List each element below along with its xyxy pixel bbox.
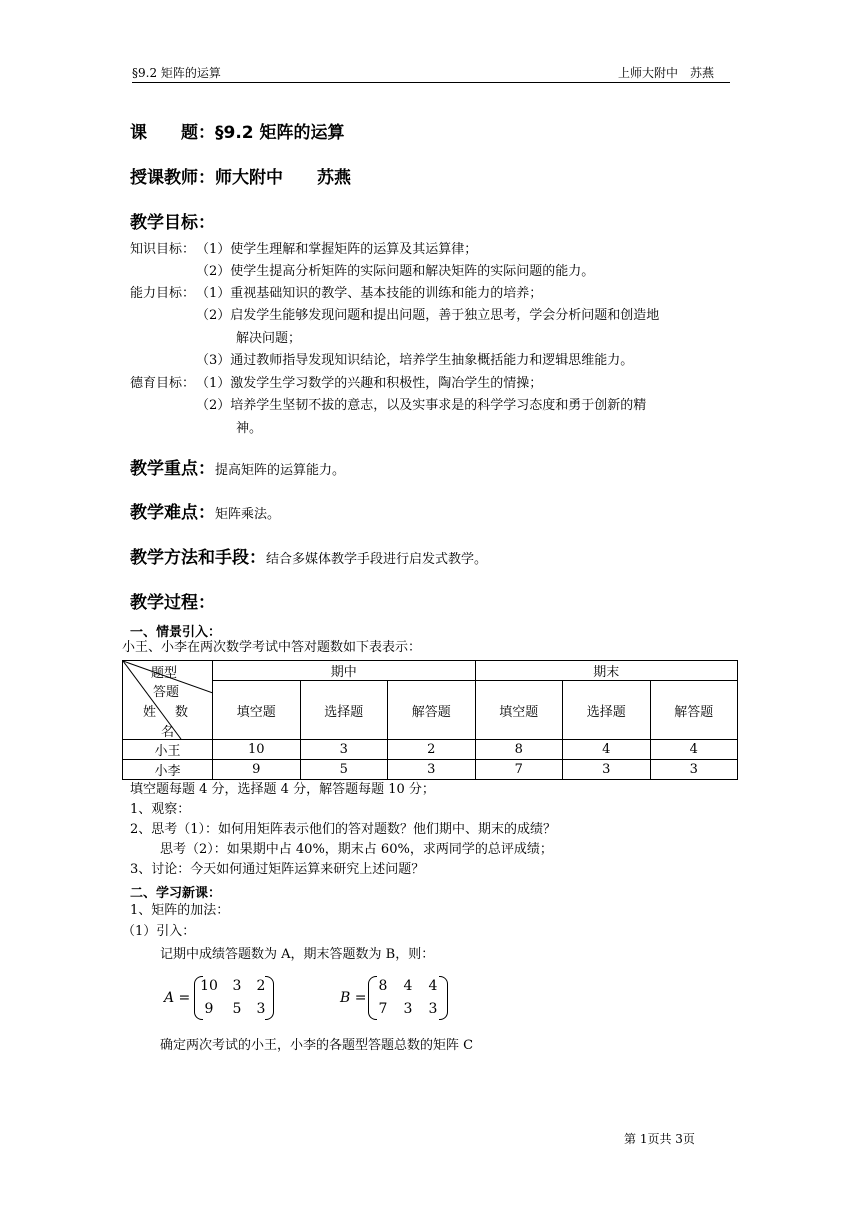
matrix-cell: 5 <box>232 1001 242 1017</box>
moral-label: 德育目标： <box>130 376 196 391</box>
matrix-cell: 8 <box>378 978 388 994</box>
diag-label: 题型 <box>151 666 178 681</box>
column-header: 选择题 <box>563 681 651 740</box>
page-number: 第 1页共 3页 <box>624 1132 695 1146</box>
difficulty-label: 教学难点： <box>130 503 215 523</box>
method <box>130 543 487 568</box>
diag-label: 答题 <box>153 685 180 700</box>
key-point <box>130 454 345 479</box>
difficulty-text: 矩阵乘法。 <box>215 507 281 522</box>
ability-label: 能力目标： <box>130 286 196 301</box>
column-header: 填空题 <box>213 681 301 740</box>
knowledge-item: （1）使学生理解和掌握矩阵的运算及其运算律； <box>196 242 478 257</box>
matrix-cell: 3 <box>403 1001 413 1017</box>
group-header-final: 期末 <box>475 661 738 681</box>
observe-item: 1、观察： <box>130 802 191 817</box>
intro-sub: （1）引入： <box>122 924 196 939</box>
table-cell: 3 <box>388 760 476 780</box>
diag-label: 姓 <box>143 705 157 720</box>
lesson-title: 课 题：§9.2 矩阵的运算 <box>130 123 345 143</box>
scoring-rule: 填空题每题 4 分，选择题 4 分，解答题每题 10 分； <box>130 782 435 797</box>
table-cell: 3 <box>563 760 651 780</box>
ability-item: （3）通过教师指导发现知识结论，培养学生抽象概括能力和逻辑思维能力。 <box>196 353 634 368</box>
table-row <box>123 740 738 760</box>
ability-item: （1）重视基础知识的教学、基本技能的训练和能力的培养； <box>196 286 543 301</box>
matrix-b <box>368 976 448 1020</box>
table-cell: 5 <box>300 760 388 780</box>
process-heading: 教学过程： <box>130 593 215 613</box>
table-cell: 10 <box>213 740 301 760</box>
objectives-heading: 教学目标： <box>130 213 215 233</box>
scores-table <box>122 660 738 780</box>
key-point-label: 教学重点： <box>130 459 215 479</box>
table-cell: 7 <box>475 760 563 780</box>
matrix-cell: 4 <box>403 978 413 994</box>
table-diagonal-header <box>123 661 213 740</box>
moral-item: （2）培养学生坚韧不拔的意志，以及实事求是的科学学习态度和勇于创新的精 <box>196 398 647 413</box>
page-header <box>132 64 730 83</box>
diag-label: 数 <box>175 705 189 720</box>
matrix-cell: 4 <box>428 978 438 994</box>
addition-heading: 1、矩阵的加法： <box>130 903 230 918</box>
matrix-cell: 3 <box>428 1001 438 1017</box>
ability-item: （2）启发学生能够发现问题和提出问题，善于独立思考，学会分析问题和创造地 <box>196 308 660 323</box>
teacher-line: 授课教师：师大附中 苏燕 <box>130 168 351 188</box>
table-cell: 9 <box>213 760 301 780</box>
moral-item: （1）激发学生学习数学的兴趣和积极性，陶冶学生的情操； <box>196 376 543 391</box>
method-label: 教学方法和手段： <box>130 548 266 568</box>
column-header: 解答题 <box>650 681 738 740</box>
table-cell: 4 <box>563 740 651 760</box>
discuss-item: 3、讨论：今天如何通过矩阵运算来研究上述问题？ <box>130 862 425 877</box>
column-header: 填空题 <box>475 681 563 740</box>
key-point-text: 提高矩阵的运算能力。 <box>215 463 346 478</box>
matrix-cell: 7 <box>378 1001 388 1017</box>
closing-text: 确定两次考试的小王，小李的各题型答题总数的矩阵 C <box>160 1038 474 1053</box>
row-name: 小王 <box>123 740 213 760</box>
matrix-cell: 3 <box>232 978 242 994</box>
matrix-a <box>194 976 274 1020</box>
knowledge-item: （2）使学生提高分析矩阵的实际问题和解决矩阵的实际问题的能力。 <box>196 264 595 279</box>
column-header: 解答题 <box>388 681 476 740</box>
matrix-intro: 记期中成绩答题数为 A，期末答题数为 B，则： <box>160 947 435 962</box>
knowledge-label: 知识目标： <box>130 242 196 257</box>
matrix-cell: 9 <box>204 1001 214 1017</box>
matrix-cell: 10 <box>200 978 218 994</box>
think-item: 2、思考（1）：如何用矩阵表示他们的答对题数？他们期中、期末的成绩？ <box>130 822 557 837</box>
section-heading: 二、学习新课： <box>130 886 222 901</box>
matrix-a-name: A = <box>164 990 191 1006</box>
table-row <box>123 760 738 780</box>
table-cell: 8 <box>475 740 563 760</box>
row-name: 小李 <box>123 760 213 780</box>
ability-item: 解决问题； <box>236 331 302 346</box>
table-cell: 2 <box>388 740 476 760</box>
matrix-b-name: B = <box>340 990 367 1006</box>
matrix-cell: 2 <box>256 978 266 994</box>
moral-item: 神。 <box>236 421 263 436</box>
diag-label: 名 <box>161 725 175 740</box>
table-cell: 4 <box>650 740 738 760</box>
difficulty <box>130 498 280 523</box>
table-cell: 3 <box>650 760 738 780</box>
think-item: 思考（2）：如果期中占 40%，期末占 60%，求两同学的总评成绩； <box>160 842 553 857</box>
header-right: 上师大附中 苏燕 <box>617 66 714 80</box>
table-cell: 3 <box>300 740 388 760</box>
method-text: 结合多媒体教学手段进行启发式教学。 <box>266 552 488 567</box>
section-heading: 一、情景引入： <box>130 625 222 640</box>
header-left: §9.2 矩阵的运算 <box>132 66 221 80</box>
intro-text: 小王、小李在两次数学考试中答对题数如下表表示： <box>122 640 422 655</box>
group-header-mid: 期中 <box>213 661 476 681</box>
matrix-cell: 3 <box>256 1001 266 1017</box>
column-header: 选择题 <box>300 681 388 740</box>
